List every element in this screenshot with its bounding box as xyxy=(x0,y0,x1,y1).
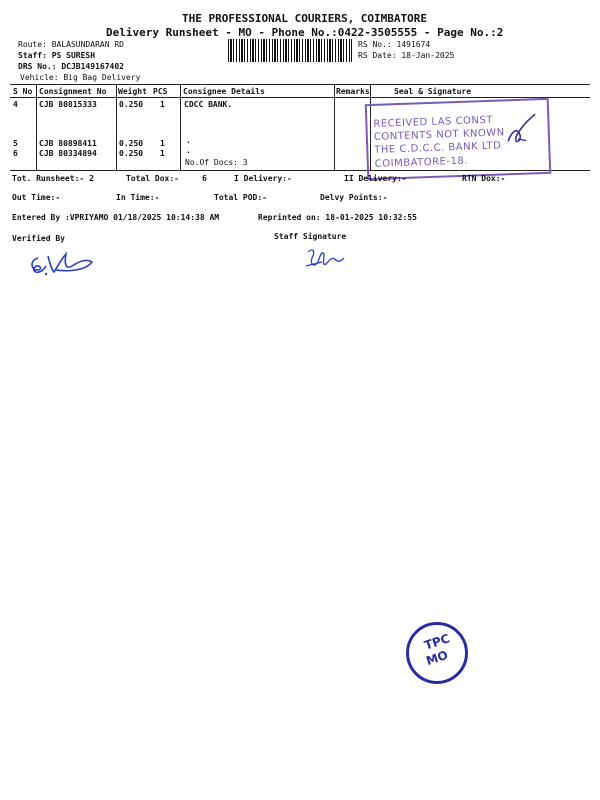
th-remarks: Remarks xyxy=(336,87,370,96)
row-sno: 5 xyxy=(13,139,18,148)
col-divider xyxy=(180,84,181,170)
row-pcs: 1 xyxy=(160,100,165,109)
th-seal: Seal & Signature xyxy=(394,87,472,96)
staff-signature-label: Staff Signature xyxy=(274,232,347,241)
col-divider xyxy=(334,84,335,170)
th-consignee: Consignee Details xyxy=(183,87,265,96)
rtn-dox: RTN Dox:- xyxy=(462,174,506,183)
staff-signature xyxy=(302,244,346,272)
row-pcs: 1 xyxy=(160,139,165,148)
seal-bottom-text: MO xyxy=(424,647,450,669)
ii-delivery: II Delivery:- xyxy=(344,174,407,183)
row-details: . xyxy=(186,136,191,145)
th-consignment: Consignment No xyxy=(39,87,107,96)
entered-by: Entered By :VPRIYAMO 01/18/2025 10:14:38 AM xyxy=(12,213,220,222)
row-consignment: CJB 80898411 xyxy=(39,139,97,148)
table-header-border xyxy=(10,97,590,98)
row-details: . xyxy=(186,146,191,155)
total-dox-value: 6 xyxy=(202,174,207,183)
row-sno: 4 xyxy=(13,100,18,109)
tpc-mo-seal xyxy=(406,622,468,684)
route-label: Route: BALASUNDARAN RD xyxy=(18,40,124,49)
th-sno: S No xyxy=(13,87,33,96)
docs-count-note: No.Of Docs: 3 xyxy=(185,158,248,167)
drs-label: DRS No.: DCJB149167402 xyxy=(18,62,124,71)
in-time: In Time:- xyxy=(116,193,160,202)
col-divider xyxy=(116,84,117,170)
tot-runsheet: Tot. Runsheet:- 2 xyxy=(12,174,94,183)
stamp-line: COIMBATORE-18. xyxy=(374,155,469,170)
staff-label: Staff: PS SURESH xyxy=(18,51,96,60)
reprinted-on: Reprinted on: 18-01-2025 10:32:55 xyxy=(258,213,417,222)
stamp-line: THE C.D.C.C. BANK LTD xyxy=(374,140,502,156)
row-weight: 0.250 xyxy=(119,149,144,158)
col-divider xyxy=(36,84,37,170)
table-top-border xyxy=(10,84,590,85)
total-dox-label: Total Dox:- xyxy=(126,174,179,183)
stamp-line: CONTENTS NOT KNOWN xyxy=(373,127,505,143)
vehicle-label: Vehicle: Big Bag Delivery xyxy=(20,73,141,82)
company-title: THE PROFESSIONAL COURIERS, COIMBATORE xyxy=(182,12,428,25)
i-delivery: I Delivery:- xyxy=(234,174,292,183)
delvy-points: Delvy Points:- xyxy=(320,193,388,202)
row-pcs: 1 xyxy=(160,149,165,158)
rs-date: RS Date: 18-Jan-2025 xyxy=(358,51,455,60)
verifier-signature xyxy=(26,248,100,280)
seal-top-text: TPC xyxy=(422,631,452,653)
barcode xyxy=(228,39,352,62)
runsheet-subtitle: Delivery Runsheet - MO - Phone No.:0422-3505555 - Page No.:2 xyxy=(106,26,504,39)
th-weight: Weight xyxy=(118,87,147,96)
out-time: Out Time:- xyxy=(12,193,61,202)
total-pod: Total POD:- xyxy=(214,193,267,202)
row-consignment: CJB 80815333 xyxy=(39,100,97,109)
row-consignment: CJB 80334894 xyxy=(39,149,97,158)
row-weight: 0.250 xyxy=(119,139,144,148)
th-pcs: PCS xyxy=(153,87,168,96)
rs-number: RS No.: 1491674 xyxy=(358,40,431,49)
row-sno: 6 xyxy=(13,149,18,158)
verified-by-label: Verified By xyxy=(12,234,65,243)
row-details: CDCC BANK. xyxy=(184,100,233,109)
stamp-line: RECEIVED LAS CONST xyxy=(373,114,494,130)
stamp-signature xyxy=(503,110,540,151)
row-weight: 0.250 xyxy=(119,100,144,109)
received-stamp xyxy=(365,98,552,180)
